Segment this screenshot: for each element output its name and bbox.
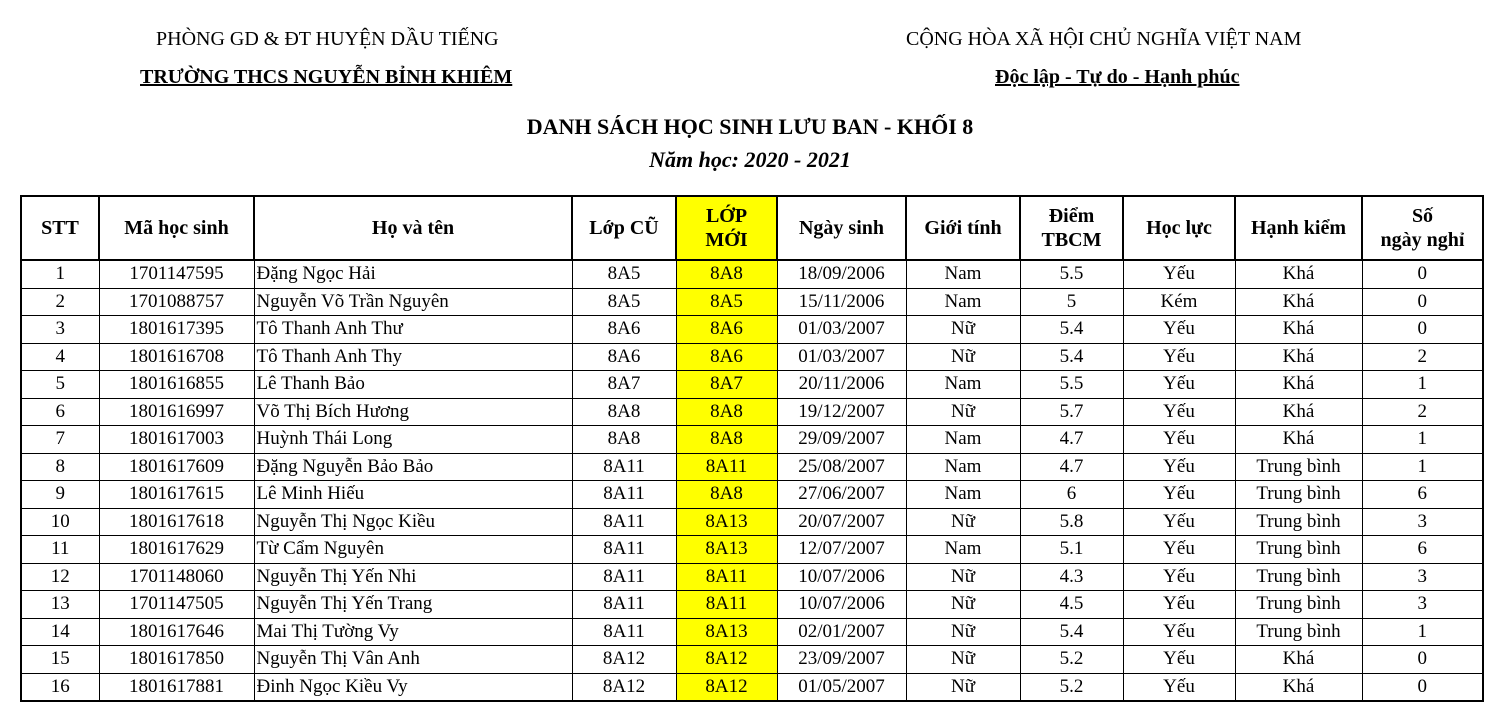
- birth-date-cell: 02/01/2007: [777, 618, 906, 646]
- academic-cell: Yếu: [1123, 260, 1235, 288]
- old-class-cell: 8A12: [572, 646, 676, 674]
- student-id-cell: 1801616708: [99, 343, 254, 371]
- header-days-absent: [1362, 196, 1483, 260]
- header-score-line1: Điểm: [1048, 205, 1095, 227]
- school-year: Năm học: 2020 - 2021: [649, 147, 851, 172]
- full-name-cell: Từ Cẩm Nguyên: [254, 536, 572, 564]
- full-name-cell: Nguyễn Thị Yến Trang: [254, 591, 572, 619]
- birth-date-cell: 15/11/2006: [777, 288, 906, 316]
- full-name-cell: Mai Thị Tường Vy: [254, 618, 572, 646]
- score-cell: 5: [1020, 288, 1123, 316]
- header-new-class-line1: LỚP: [705, 205, 748, 227]
- days-absent-cell: 0: [1362, 316, 1483, 344]
- days-absent-cell: 3: [1362, 508, 1483, 536]
- stt-cell: 12: [21, 563, 99, 591]
- birth-date-cell: 01/05/2007: [777, 673, 906, 701]
- academic-cell: Kém: [1123, 288, 1235, 316]
- academic-cell: Yếu: [1123, 426, 1235, 454]
- stt-cell: 7: [21, 426, 99, 454]
- old-class-cell: 8A5: [572, 260, 676, 288]
- table-row: [21, 426, 1483, 454]
- score-cell: 5.2: [1020, 646, 1123, 674]
- table-row: [21, 288, 1483, 316]
- gender-cell: Nam: [906, 426, 1020, 454]
- table-row: [21, 563, 1483, 591]
- student-id-cell: 1801617629: [99, 536, 254, 564]
- conduct-cell: Khá: [1235, 316, 1362, 344]
- score-cell: 4.5: [1020, 591, 1123, 619]
- gender-cell: Nữ: [906, 563, 1020, 591]
- student-id-cell: 1801617881: [99, 673, 254, 701]
- gender-cell: Nữ: [906, 618, 1020, 646]
- conduct-cell: Trung bình: [1235, 591, 1362, 619]
- old-class-cell: 8A11: [572, 453, 676, 481]
- conduct-cell: Khá: [1235, 343, 1362, 371]
- score-cell: 5.4: [1020, 343, 1123, 371]
- academic-cell: Yếu: [1123, 536, 1235, 564]
- birth-date-cell: 12/07/2007: [777, 536, 906, 564]
- academic-cell: Yếu: [1123, 316, 1235, 344]
- table-row: [21, 508, 1483, 536]
- stt-cell: 9: [21, 481, 99, 509]
- full-name-cell: Đinh Ngọc Kiều Vy: [254, 673, 572, 701]
- full-name-cell: Đặng Ngọc Hải: [254, 260, 572, 288]
- days-absent-cell: 6: [1362, 536, 1483, 564]
- gender-cell: Nữ: [906, 316, 1020, 344]
- days-absent-cell: 6: [1362, 481, 1483, 509]
- academic-cell: Yếu: [1123, 591, 1235, 619]
- student-id-cell: 1801617395: [99, 316, 254, 344]
- conduct-cell: Trung bình: [1235, 508, 1362, 536]
- table-row: [21, 618, 1483, 646]
- old-class-cell: 8A8: [572, 398, 676, 426]
- days-absent-cell: 1: [1362, 618, 1483, 646]
- birth-date-cell: 23/09/2007: [777, 646, 906, 674]
- student-id-cell: 1701147505: [99, 591, 254, 619]
- old-class-cell: 8A8: [572, 426, 676, 454]
- new-class-cell: 8A11: [676, 563, 777, 591]
- birth-date-cell: 29/09/2007: [777, 426, 906, 454]
- birth-date-cell: 10/07/2006: [777, 591, 906, 619]
- days-absent-cell: 3: [1362, 591, 1483, 619]
- header-old-class: Lớp CŨ: [572, 196, 676, 260]
- academic-cell: Yếu: [1123, 563, 1235, 591]
- new-class-cell: 8A13: [676, 508, 777, 536]
- new-class-cell: 8A8: [676, 426, 777, 454]
- gender-cell: Nữ: [906, 673, 1020, 701]
- new-class-cell: 8A8: [676, 398, 777, 426]
- new-class-cell: 8A11: [676, 591, 777, 619]
- header-absent-line2: ngày nghỉ: [1380, 229, 1465, 251]
- old-class-cell: 8A7: [572, 371, 676, 399]
- student-id-cell: 1801617618: [99, 508, 254, 536]
- new-class-cell: 8A6: [676, 316, 777, 344]
- table-row: [21, 536, 1483, 564]
- header-full-name: Họ và tên: [254, 196, 572, 260]
- birth-date-cell: 27/06/2007: [777, 481, 906, 509]
- header-stt: STT: [21, 196, 99, 260]
- school-name: TRƯỜNG THCS NGUYỄN BỈNH KHIÊM: [140, 66, 513, 88]
- table-row: [21, 591, 1483, 619]
- full-name-cell: Huỳnh Thái Long: [254, 426, 572, 454]
- stt-cell: 8: [21, 453, 99, 481]
- new-class-cell: 8A12: [676, 673, 777, 701]
- gender-cell: Nam: [906, 288, 1020, 316]
- academic-cell: Yếu: [1123, 673, 1235, 701]
- header-student-id: Mã học sinh: [99, 196, 254, 260]
- table-header-row: [21, 196, 1483, 260]
- birth-date-cell: 01/03/2007: [777, 343, 906, 371]
- new-class-cell: 8A13: [676, 536, 777, 564]
- gender-cell: Nam: [906, 260, 1020, 288]
- student-id-cell: 1801617646: [99, 618, 254, 646]
- full-name-cell: Nguyễn Thị Yến Nhi: [254, 563, 572, 591]
- full-name-cell: Nguyễn Thị Vân Anh: [254, 646, 572, 674]
- days-absent-cell: 1: [1362, 371, 1483, 399]
- gender-cell: Nam: [906, 536, 1020, 564]
- stt-cell: 4: [21, 343, 99, 371]
- header-new-class-line2: MỚI: [705, 229, 748, 251]
- stt-cell: 16: [21, 673, 99, 701]
- stt-cell: 1: [21, 260, 99, 288]
- student-id-cell: 1801616997: [99, 398, 254, 426]
- gender-cell: Nam: [906, 371, 1020, 399]
- gender-cell: Nữ: [906, 591, 1020, 619]
- department-name: PHÒNG GD & ĐT HUYỆN DẦU TIẾNG: [156, 28, 499, 50]
- old-class-cell: 8A11: [572, 508, 676, 536]
- birth-date-cell: 20/11/2006: [777, 371, 906, 399]
- birth-date-cell: 20/07/2007: [777, 508, 906, 536]
- old-class-cell: 8A6: [572, 343, 676, 371]
- table-row: [21, 481, 1483, 509]
- old-class-cell: 8A11: [572, 563, 676, 591]
- score-cell: 6: [1020, 481, 1123, 509]
- old-class-cell: 8A6: [572, 316, 676, 344]
- days-absent-cell: 2: [1362, 343, 1483, 371]
- old-class-cell: 8A11: [572, 591, 676, 619]
- conduct-cell: Trung bình: [1235, 536, 1362, 564]
- old-class-cell: 8A11: [572, 536, 676, 564]
- academic-cell: Yếu: [1123, 508, 1235, 536]
- header-gender: Giới tính: [906, 196, 1020, 260]
- header-average-score: [1020, 196, 1123, 260]
- birth-date-cell: 25/08/2007: [777, 453, 906, 481]
- table-row: [21, 453, 1483, 481]
- header-academic: Học lực: [1123, 196, 1235, 260]
- birth-date-cell: 01/03/2007: [777, 316, 906, 344]
- score-cell: 4.7: [1020, 453, 1123, 481]
- full-name-cell: Đặng Nguyễn Bảo Bảo: [254, 453, 572, 481]
- national-motto: Độc lập - Tự do - Hạnh phúc: [995, 66, 1240, 88]
- score-cell: 5.1: [1020, 536, 1123, 564]
- score-cell: 5.2: [1020, 673, 1123, 701]
- days-absent-cell: 1: [1362, 453, 1483, 481]
- conduct-cell: Khá: [1235, 398, 1362, 426]
- new-class-cell: 8A6: [676, 343, 777, 371]
- conduct-cell: Trung bình: [1235, 563, 1362, 591]
- score-cell: 5.8: [1020, 508, 1123, 536]
- full-name-cell: Lê Thanh Bảo: [254, 371, 572, 399]
- birth-date-cell: 18/09/2006: [777, 260, 906, 288]
- academic-cell: Yếu: [1123, 398, 1235, 426]
- student-id-cell: 1801617850: [99, 646, 254, 674]
- days-absent-cell: 0: [1362, 646, 1483, 674]
- score-cell: 5.5: [1020, 371, 1123, 399]
- conduct-cell: Khá: [1235, 646, 1362, 674]
- academic-cell: Yếu: [1123, 646, 1235, 674]
- full-name-cell: Nguyễn Võ Trần Nguyên: [254, 288, 572, 316]
- full-name-cell: Lê Minh Hiếu: [254, 481, 572, 509]
- header-absent-line1: Số: [1411, 205, 1434, 227]
- stt-cell: 15: [21, 646, 99, 674]
- header-score-line2: TBCM: [1041, 229, 1102, 251]
- student-table: [20, 195, 1484, 702]
- header-conduct: Hạnh kiểm: [1235, 196, 1362, 260]
- academic-cell: Yếu: [1123, 618, 1235, 646]
- conduct-cell: Khá: [1235, 371, 1362, 399]
- score-cell: 4.3: [1020, 563, 1123, 591]
- conduct-cell: Trung bình: [1235, 453, 1362, 481]
- score-cell: 5.5: [1020, 260, 1123, 288]
- days-absent-cell: 0: [1362, 673, 1483, 701]
- birth-date-cell: 10/07/2006: [777, 563, 906, 591]
- student-id-cell: 1701088757: [99, 288, 254, 316]
- stt-cell: 6: [21, 398, 99, 426]
- full-name-cell: Võ Thị Bích Hương: [254, 398, 572, 426]
- days-absent-cell: 3: [1362, 563, 1483, 591]
- student-id-cell: 1701148060: [99, 563, 254, 591]
- stt-cell: 13: [21, 591, 99, 619]
- old-class-cell: 8A12: [572, 673, 676, 701]
- gender-cell: Nữ: [906, 343, 1020, 371]
- stt-cell: 10: [21, 508, 99, 536]
- header-new-class: [676, 196, 777, 260]
- new-class-cell: 8A8: [676, 481, 777, 509]
- days-absent-cell: 1: [1362, 426, 1483, 454]
- conduct-cell: Khá: [1235, 260, 1362, 288]
- document-title: DANH SÁCH HỌC SINH LƯU BAN - KHỐI 8: [526, 114, 974, 139]
- student-id-cell: 1801616855: [99, 371, 254, 399]
- gender-cell: Nam: [906, 481, 1020, 509]
- academic-cell: Yếu: [1123, 453, 1235, 481]
- new-class-cell: 8A8: [676, 260, 777, 288]
- student-id-cell: 1701147595: [99, 260, 254, 288]
- stt-cell: 11: [21, 536, 99, 564]
- old-class-cell: 8A11: [572, 481, 676, 509]
- table-row: [21, 673, 1483, 701]
- gender-cell: Nam: [906, 453, 1020, 481]
- birth-date-cell: 19/12/2007: [777, 398, 906, 426]
- new-class-cell: 8A5: [676, 288, 777, 316]
- gender-cell: Nữ: [906, 646, 1020, 674]
- student-id-cell: 1801617003: [99, 426, 254, 454]
- academic-cell: Yếu: [1123, 371, 1235, 399]
- table-row: [21, 316, 1483, 344]
- old-class-cell: 8A11: [572, 618, 676, 646]
- stt-cell: 14: [21, 618, 99, 646]
- score-cell: 5.4: [1020, 618, 1123, 646]
- score-cell: 4.7: [1020, 426, 1123, 454]
- gender-cell: Nữ: [906, 508, 1020, 536]
- table-row: [21, 343, 1483, 371]
- academic-cell: Yếu: [1123, 343, 1235, 371]
- stt-cell: 3: [21, 316, 99, 344]
- gender-cell: Nữ: [906, 398, 1020, 426]
- conduct-cell: Trung bình: [1235, 481, 1362, 509]
- student-id-cell: 1801617615: [99, 481, 254, 509]
- table-row: [21, 371, 1483, 399]
- new-class-cell: 8A7: [676, 371, 777, 399]
- new-class-cell: 8A13: [676, 618, 777, 646]
- new-class-cell: 8A11: [676, 453, 777, 481]
- score-cell: 5.4: [1020, 316, 1123, 344]
- conduct-cell: Khá: [1235, 288, 1362, 316]
- conduct-cell: Khá: [1235, 673, 1362, 701]
- conduct-cell: Khá: [1235, 426, 1362, 454]
- stt-cell: 5: [21, 371, 99, 399]
- academic-cell: Yếu: [1123, 481, 1235, 509]
- full-name-cell: Nguyễn Thị Ngọc Kiều: [254, 508, 572, 536]
- days-absent-cell: 2: [1362, 398, 1483, 426]
- table-row: [21, 646, 1483, 674]
- table-row: [21, 260, 1483, 288]
- full-name-cell: Tô Thanh Anh Thư: [254, 316, 572, 344]
- student-id-cell: 1801617609: [99, 453, 254, 481]
- days-absent-cell: 0: [1362, 260, 1483, 288]
- full-name-cell: Tô Thanh Anh Thy: [254, 343, 572, 371]
- new-class-cell: 8A12: [676, 646, 777, 674]
- table-row: [21, 398, 1483, 426]
- conduct-cell: Trung bình: [1235, 618, 1362, 646]
- days-absent-cell: 0: [1362, 288, 1483, 316]
- national-title: CỘNG HÒA XÃ HỘI CHỦ NGHĨA VIỆT NAM: [906, 28, 1302, 50]
- stt-cell: 2: [21, 288, 99, 316]
- score-cell: 5.7: [1020, 398, 1123, 426]
- header-birth-date: Ngày sinh: [777, 196, 906, 260]
- old-class-cell: 8A5: [572, 288, 676, 316]
